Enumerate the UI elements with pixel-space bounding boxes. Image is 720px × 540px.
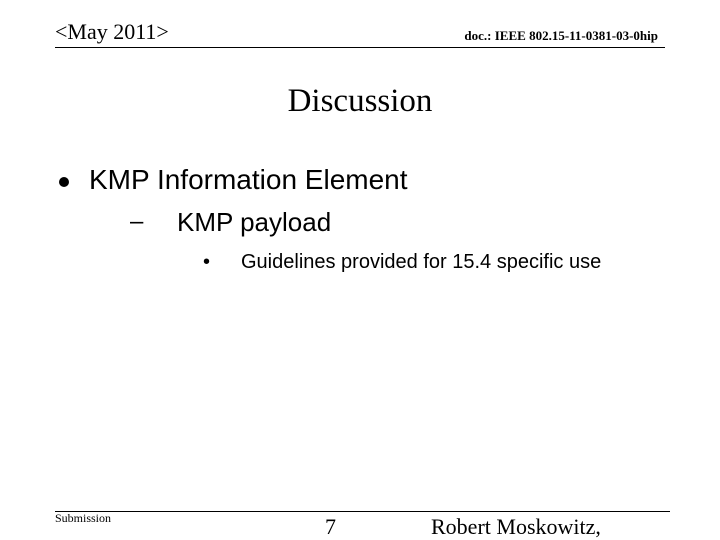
footer-divider <box>55 511 670 512</box>
header-divider <box>55 47 665 48</box>
dash-bullet-icon: – <box>130 208 144 235</box>
small-bullet-icon: • <box>203 251 211 273</box>
header-date: <May 2011> <box>55 19 169 44</box>
bullet-level1-text: KMP Information Element <box>89 164 408 195</box>
bullet-dot-icon <box>59 177 69 187</box>
document-id: doc.: IEEE 802.15-11-0381-03-0hip <box>464 28 658 43</box>
page-number: 7 <box>325 514 336 539</box>
footer-author: Robert Moskowitz, <box>431 514 601 539</box>
bullet-level2-text: KMP payload <box>177 207 332 237</box>
footer-submission-label: Submission <box>55 511 112 525</box>
slide-title: Discussion <box>287 83 433 119</box>
bullet-level3-text: Guidelines provided for 15.4 specific use <box>241 251 602 273</box>
